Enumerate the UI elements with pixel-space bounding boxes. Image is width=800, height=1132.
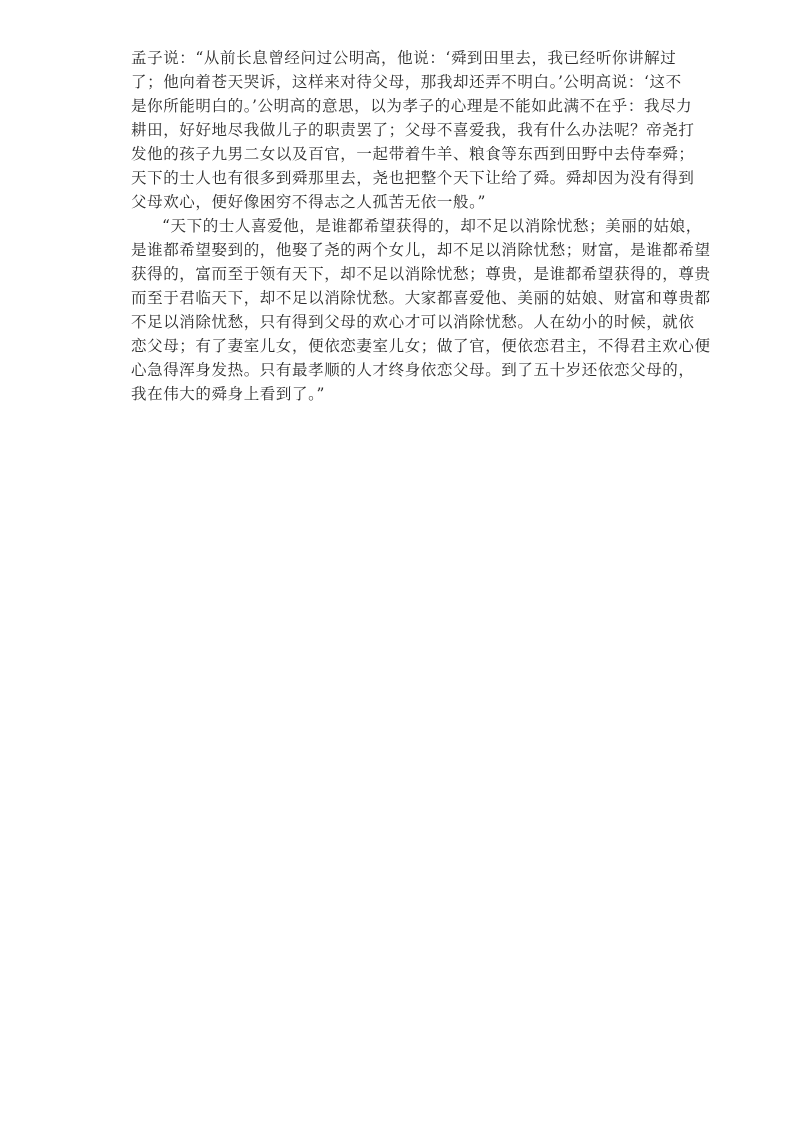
body-text bbox=[131, 46, 711, 406]
text-line: 不足以消除忧愁，只有得到父母的欢心才可以消除忧愁。人在幼小的时候，就依 bbox=[131, 313, 695, 331]
text-line: 是你所能明白的。’公明高的意思，以为孝子的心理是不能如此满不在乎：我尽力 bbox=[131, 97, 693, 115]
text-line: 发他的孩子九男二女以及百官，一起带着牛羊、粮食等东西到田野中去侍奉舜； bbox=[131, 145, 695, 163]
text-line: 天下的士人也有很多到舜那里去，尧也把整个天下让给了舜。舜却因为没有得到 bbox=[131, 169, 695, 187]
paragraph-1 bbox=[131, 46, 695, 214]
text-line: 父母欢心，便好像困穷不得志之人孤苦无依一般。” bbox=[131, 193, 486, 211]
text-line: “天下的士人喜爱他，是谁都希望获得的，却不足以消除忧愁；美丽的姑娘， bbox=[162, 217, 702, 235]
text-line: 而至于君临天下，却不足以消除忧愁。大家都喜爱他、美丽的姑娘、财富和尊贵都 bbox=[131, 289, 711, 307]
text-line: 是谁都希望娶到的，他娶了尧的两个女儿，却不足以消除忧愁；财富，是谁都希望 bbox=[131, 241, 711, 259]
text-line: 孟子说：“从前长息曾经问过公明高，他说：‘舜到田里去，我已经听你讲解过 bbox=[131, 49, 677, 67]
text-line: 恋父母；有了妻室儿女，便依恋妻室儿女；做了官，便依恋君主，不得君主欢心便 bbox=[131, 337, 711, 355]
paragraph-2 bbox=[131, 214, 711, 406]
text-line: 了；他向着苍天哭诉，这样来对待父母，那我却还弄不明白。’公明高说：‘这不 bbox=[131, 73, 682, 91]
text-line: 耕田，好好地尽我做儿子的职责罢了；父母不喜爱我，我有什么办法呢？帝尧打 bbox=[131, 121, 695, 139]
text-line: 获得的，富而至于领有天下，却不足以消除忧愁；尊贵，是谁都希望获得的，尊贵 bbox=[131, 265, 711, 283]
text-line: 心急得浑身发热。只有最孝顺的人才终身依恋父母。到了五十岁还依恋父母的， bbox=[131, 361, 695, 379]
text-line: 我在伟大的舜身上看到了。” bbox=[131, 385, 325, 403]
